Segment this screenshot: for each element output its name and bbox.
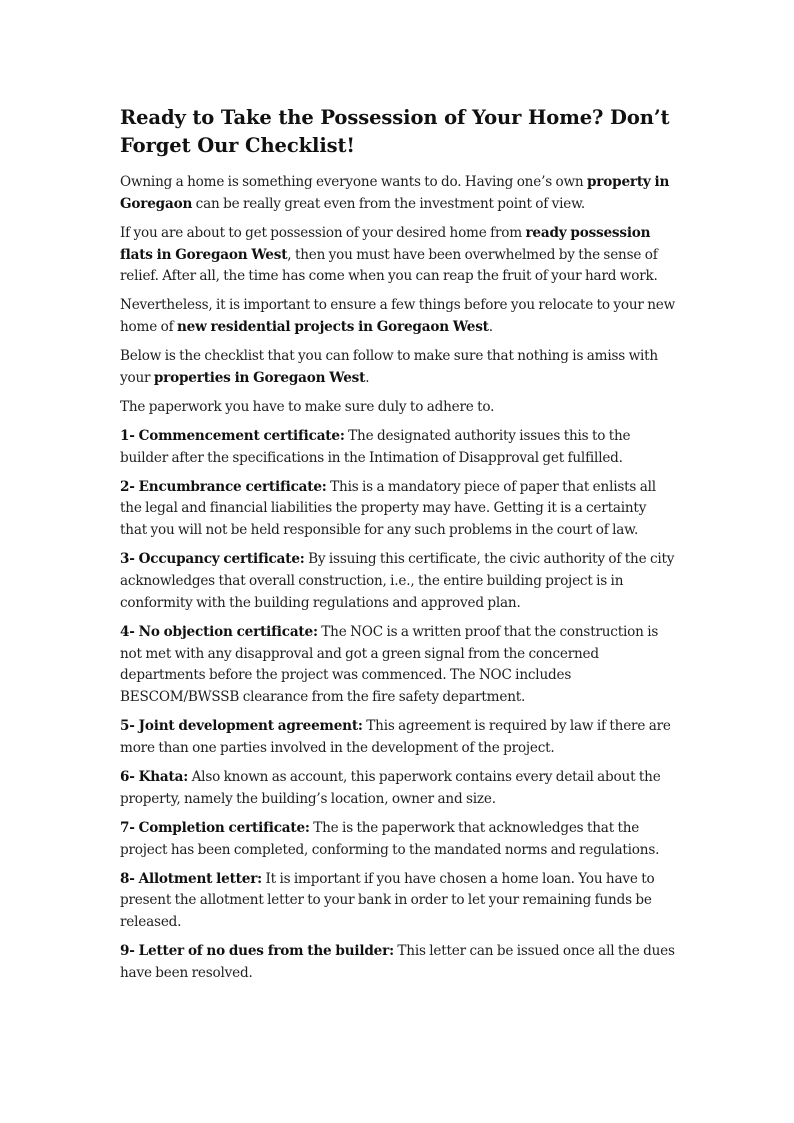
intro-paragraph-1 [120, 172, 676, 216]
keyword-new-residential-projects: new residential projects in Goregaon West [176, 319, 489, 336]
checklist-item-allotment [120, 869, 676, 934]
text-run: . [365, 369, 370, 386]
intro-paragraph-5: The paperwork you have to make sure duly to adhere to. [120, 398, 495, 415]
keyword-properties-in-goregaon-west: properties in Goregaon West [153, 369, 366, 386]
intro-paragraph-3 [120, 295, 676, 339]
checklist-item-commencement [120, 426, 676, 470]
text-run: . [488, 319, 493, 336]
text-run: , then you must have been overwhelmed by the sense of relief. After all, the time has come when you can reap the fruit of your hard work. [120, 246, 658, 285]
checklist-text: This is a mandatory piece of paper that enlists all the legal and financial liabilities the property may have. Getting it is a certainty that you will not be held responsible for any such problems in the court of law. [120, 478, 656, 539]
intro-paragraph-4 [120, 346, 676, 390]
checklist-term: 1- Commencement certificate: [120, 427, 345, 444]
checklist-item-encumbrance [120, 477, 676, 542]
article-title: Ready to Take the Possession of Your Home? Don’t Forget Our Checklist! [120, 106, 670, 157]
checklist-text: The NOC is a written proof that the construction is not met with any disapproval and got a green signal from the concerned departments before the project was commenced. The NOC includes BESCOM/BWSSB clearance from the fire safety department. [120, 623, 659, 706]
intro-paragraph-2 [120, 223, 676, 288]
checklist-item-occupancy [120, 549, 676, 614]
checklist-text: By issuing this certificate, the civic authority of the city acknowledges that overall construction, i.e., the entire building project is in conformity with the building regulations and approved plan. [120, 551, 675, 611]
checklist-item-no-dues [120, 941, 676, 985]
checklist-text: The is the paperwork that acknowledges that the project has been completed, conforming to the mandated norms and regulations. [120, 819, 660, 858]
keyword-ready-possession-flats: ready possession flats in Goregaon West [120, 224, 651, 263]
checklist-term: 4- No objection certificate: [120, 623, 318, 640]
checklist-term: 7- Completion certificate: [120, 819, 310, 836]
checklist-item-joint-development [120, 716, 676, 760]
checklist-term: 6- Khata: [120, 769, 189, 785]
checklist-text: This agreement is required by law if there are more than one parties involved in the development of the project. [120, 718, 671, 757]
text-run: Owning a home is something everyone wants to do. Having one’s own [120, 174, 587, 190]
checklist-item-khata [120, 767, 676, 811]
checklist-item-completion [120, 818, 676, 862]
article-body [120, 104, 676, 992]
checklist-term: 9- Letter of no dues from the builder: [120, 943, 394, 960]
text-run: Nevertheless, it is important to ensure a few things before you relocate to your new home of [120, 297, 676, 336]
text-run: If you are about to get possession of your desired home from [120, 224, 526, 241]
checklist-term: 3- Occupancy certificate: [120, 551, 305, 568]
checklist-item-noc [120, 622, 676, 709]
checklist-text: It is important if you have chosen a home loan. You have to present the allotment letter to your bank in order to let your remaining funds be released. [120, 870, 655, 931]
checklist-text: This letter can be issued once all the dues have been resolved. [120, 943, 675, 981]
checklist-term: 2- Encumbrance certificate: [120, 478, 327, 495]
text-run: can be really great even from the investment point of view. [192, 195, 586, 212]
text-run: Below is the checklist that you can follow to make sure that nothing is amiss with your [120, 348, 658, 386]
checklist-text: Also known as account, this paperwork contains every detail about the property, namely the building’s location, owner and size. [120, 769, 661, 807]
checklist-text: The designated authority issues this to the builder after the specifications in the Intimation of Disapproval get fulfilled. [120, 427, 631, 466]
checklist-term: 8- Allotment letter: [120, 870, 262, 887]
checklist-term: 5- Joint development agreement: [120, 718, 363, 735]
keyword-property-in-goregaon: property in Goregaon [120, 174, 670, 212]
